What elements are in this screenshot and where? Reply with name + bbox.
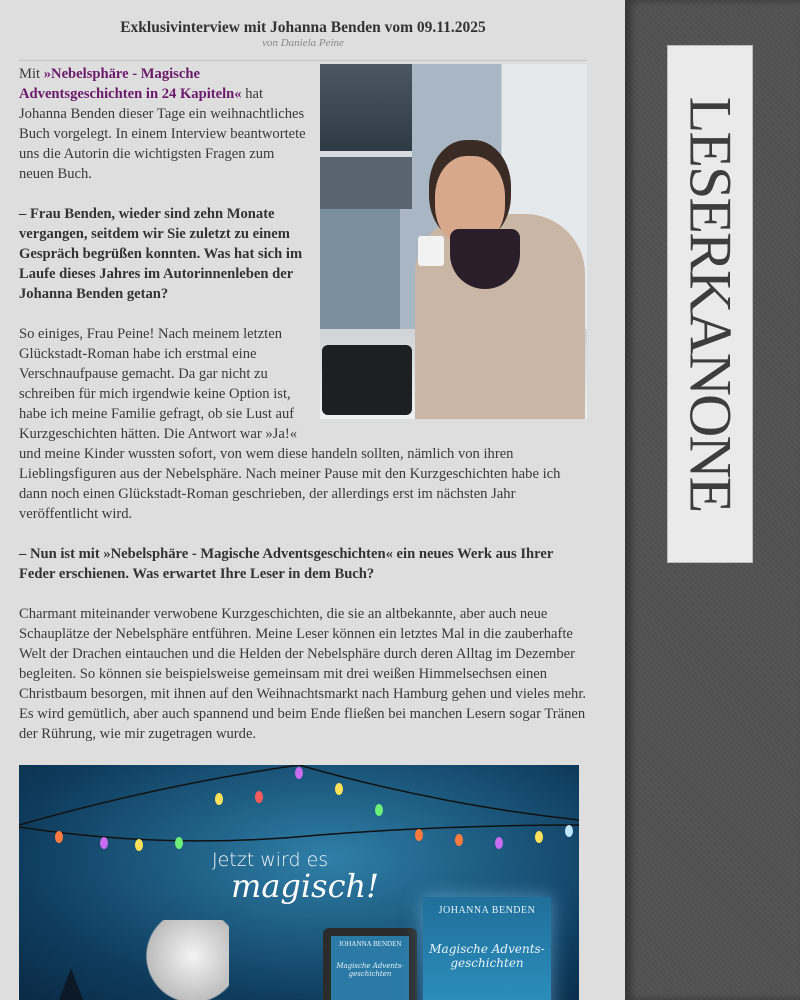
question-1: – Frau Benden, wieder sind zehn Monate vergangen, seitdem wir Sie zuletzt zu einem Gespräch begrüßen konnten. Was hat sich im Laufe dieses Jahres im Autorinnenleben der Johanna Benden getan? [19,206,303,302]
dragon-icon [139,920,229,1000]
leserkanone-logo[interactable]: LESERKANONE [667,45,753,563]
answer-2: Charmant miteinander verwobene Kurzgeschichten, die sie an altbekannte, aber auch neue Schauplätze der Nebelsphäre entführen. Meine Leser können ein letztes Mal in die zauberhafte Welt der Drachen eintauchen und die Helden der Nebelsphäre durch deren Alltag im Dezember begleiten. So können sie beispielsweise gemeinsam mit drei weißen Himmelsechsen einen Christbaum besorgen, mit ihnen auf den Weihnachtsmarkt nach Hamburg gehen und vieles mehr. Es wird gemütlich, aber auch spannend und beim Ende fließen bei manchen Lesern sogar Tränen der Rührung, wie mir zugetragen wurde. [19,606,587,742]
book-cover: JOHANNA BENDEN Magische Advents-geschichten [423,897,551,1000]
ebook-tablet: JOHANNA BENDEN Magische Advents-geschichten [323,928,417,1000]
promo-banner-image [19,765,579,1000]
promo-headline: Jetzt wird es [212,849,329,871]
divider [19,60,587,61]
intro-paragraph: Mit »Nebelsphäre - Magische Adventsgeschichten in 24 Kapiteln« hat Johanna Benden dieser Tage ein weihnachtliches Buch vorgelegt. In einem Interview beantwortete uns die Autorin die wichtigsten Fragen zum neuen Buch. [19,66,306,182]
tree-icon [59,968,83,1000]
promo-headline-2: magisch! [231,867,379,905]
article-body [19,64,589,764]
page-title: Exklusivinterview mit Johanna Benden vom 09.11.2025 [120,19,486,36]
byline: von Daniela Peine [262,37,344,49]
fairy-lights-icon [19,765,579,855]
question-2: – Nun ist mit »Nebelsphäre - Magische Adventsgeschichten« ein neues Werk aus Ihrer Feder erschienen. Was erwartet Ihre Leser in dem Buch? [19,546,554,582]
book-link[interactable]: »Nebelsphäre - Magische Adventsgeschichten in 24 Kapiteln« [19,66,242,102]
author-photo [320,64,587,419]
answer-1: So einiges, Frau Peine! Nach meinem letzten Glückstadt-Roman habe ich erstmal eine Verschnaufpause gemacht. Da gar nicht zu schreiben für mich irgendwie keine Option ist, habe ich meine Familie gefragt, ob sie Lust auf Kurzgeschichten hätten. Die Antwort war »Ja!« und meine Kinder wussten sofort, von wem diese handeln sollten, nämlich von ihren Lieblingsfiguren aus der Nebelsphäre. Nach meiner Pause mit den Kurzgeschichten habe ich dann noch einen Glückstadt-Roman geschrieben, der allerdings erst im nächsten Jahr veröffentlicht wird. [19,326,561,522]
